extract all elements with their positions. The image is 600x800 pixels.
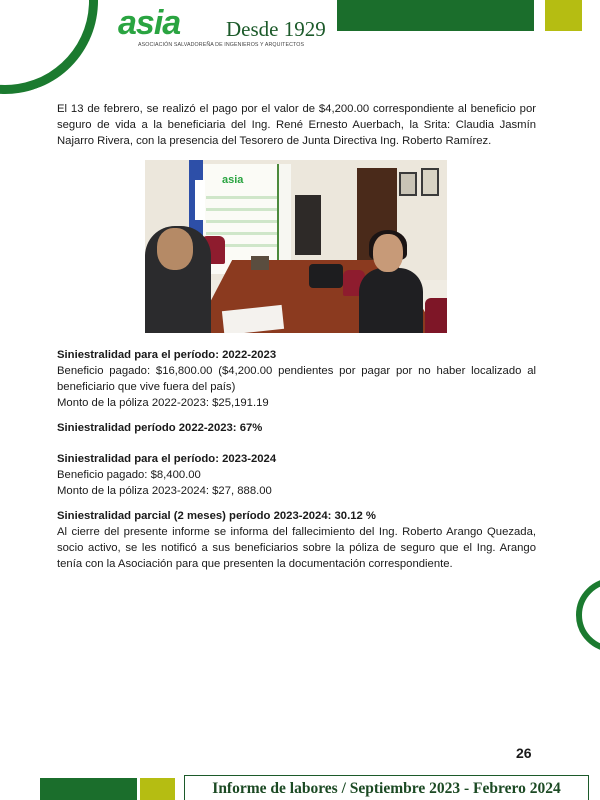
footer bbox=[184, 775, 589, 800]
header-bar-dark bbox=[337, 0, 534, 31]
benefit-paid: Beneficio pagado: $16,800.00 ($4,200.00 pendientes por pagar por no haber localizado al beneficiario que vive fuera del país) bbox=[57, 365, 536, 393]
section-heading: Siniestralidad parcial (2 meses) período 2023-2024: 30.12 % bbox=[57, 510, 376, 522]
header-bar-lime bbox=[545, 0, 582, 31]
decorative-ring-right bbox=[576, 578, 600, 652]
section-partial bbox=[57, 508, 536, 572]
intro-paragraph: El 13 de febrero, se realizó el pago por el valor de $4,200.00 correspondiente al beneficio por seguro de vida a la beneficiaria del Ing. René Ernesto Auerbach, la Srita: Claudia Jasmín Najarro Rivera, con la presencia del Tesorero de Junta Directiva Ing. Roberto Ramírez. bbox=[57, 103, 536, 147]
person-woman bbox=[359, 268, 423, 333]
logo-subtitle: ASOCIACIÓN SALVADOREÑA DE INGENIEROS Y ARQUITECTOS bbox=[138, 42, 305, 48]
footer-title: Informe de labores / Septiembre 2023 - Febrero 2024 bbox=[212, 780, 561, 797]
payment-photo bbox=[145, 160, 447, 333]
page-number: 26 bbox=[516, 745, 532, 761]
loss-ratio: Siniestralidad período 2022-2023: 67% bbox=[57, 422, 263, 434]
policy-amount: Monto de la póliza 2022-2023: $25,191.19 bbox=[57, 397, 269, 409]
logo-since: Desde 1929 bbox=[226, 17, 326, 41]
partial-body: Al cierre del presente informe se informa del fallecimiento del Ing. Roberto Arango Quezada, socio activo, se les notificó a sus beneficiarios sobre la póliza de seguro que el Ing. Arango tenía con la Asociación para que presenten la documentación correspondiente. bbox=[57, 526, 536, 570]
photo-banner-logo: asia bbox=[222, 174, 244, 186]
section-heading: Siniestralidad para el período: 2023-2024 bbox=[57, 453, 277, 465]
section-rate-2022-2023 bbox=[57, 420, 536, 436]
footer-bar-dark bbox=[40, 778, 137, 800]
logo-mark: asia bbox=[118, 4, 181, 42]
asia-logo bbox=[118, 4, 338, 48]
section-heading: Siniestralidad para el período: 2022-2023 bbox=[57, 349, 277, 361]
section-2023-2024 bbox=[57, 451, 536, 499]
benefit-paid: Beneficio pagado: $8,400.00 bbox=[57, 469, 201, 481]
section-2022-2023 bbox=[57, 347, 536, 411]
policy-amount: Monto de la póliza 2023-2024: $27, 888.00 bbox=[57, 485, 272, 497]
footer-bar-lime bbox=[140, 778, 175, 800]
